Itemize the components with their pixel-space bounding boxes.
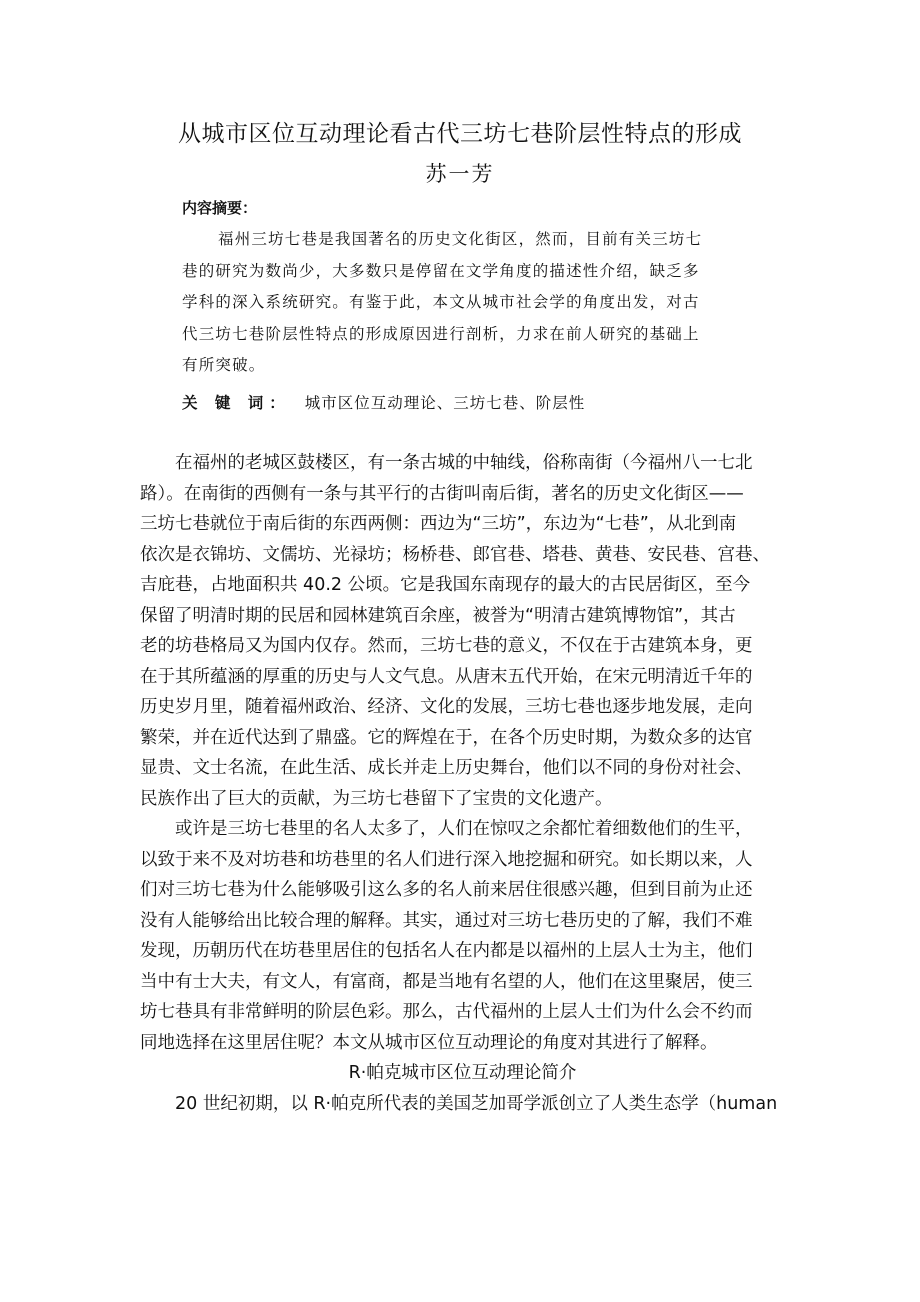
- body-line: 或许是三坊七巷里的名人太多了，人们在惊叹之余都忙着细数他们的生平，: [175, 819, 753, 839]
- abstract-label: 内容摘要：: [182, 199, 258, 217]
- body-line: 保留了明清时期的民居和园林建筑百余座，被誉为“明清古建筑博物馆”，其古: [140, 605, 736, 626]
- body-text: [140, 448, 785, 1119]
- body-line: 在于其所蕴涵的厚重的历史与人文气息。从唐末五代开始，在宋元明清近千年的: [140, 666, 753, 687]
- body-line: 坊七巷具有非常鲜明的阶层色彩。那么，古代福州的上层人士们为什么会不约而: [140, 1002, 753, 1022]
- body-line: 显贵、文士名流，在此生活、成长并走上历史舞台，他们以不同的身份对社会、: [140, 758, 753, 778]
- body-line: 吉庇巷，占地面积共 40.2 公顷。它是我国东南现存的最大的古民居街区，至今: [140, 575, 751, 595]
- author-name: 苏一芳: [425, 162, 495, 186]
- abstract-line: 代三坊七巷阶层性特点的形成原因进行剖析，力求在前人研究的基础上: [182, 324, 700, 343]
- body-line: 在福州的老城区鼓楼区，有一条古城的中轴线，俗称南街（今福州八一七北: [175, 453, 753, 473]
- body-line: 三坊七巷就位于南后街的东西两侧：西边为“三坊”，东边为“七巷”，从北到南: [140, 514, 737, 534]
- body-line: 同地选择在这里居住呢？本文从城市区位互动理论的角度对其进行了解释。: [140, 1032, 718, 1053]
- keywords-value: 城市区位互动理论、三坊七巷、阶层性: [304, 394, 586, 412]
- body-line: 老的坊巷格局又为国内仅存。然而，三坊七巷的意义，不仅在于古建筑本身，更: [140, 636, 753, 656]
- abstract-text: [182, 224, 756, 382]
- abstract-line: 有所突破。: [182, 356, 266, 374]
- body-line: 没有人能够给出比较合理的解释。其实，通过对三坊七巷历史的了解，我们不难: [140, 910, 753, 931]
- document-title: 从城市区位互动理论看古代三坊七巷阶层性特点的形成: [178, 121, 742, 147]
- body-line: 民族作出了巨大的贡献，为三坊七巷留下了宝贵的文化遗产。: [140, 788, 613, 809]
- abstract-line: 学科的深入系统研究。有鉴于此，本文从城市社会学的角度出发，对古: [182, 293, 700, 311]
- body-line: 历史岁月里，随着福州政治、经济、文化的发展，三坊七巷也逐步地发展，走向: [140, 697, 753, 717]
- section-heading: R·帕克城市区位互动理论简介: [348, 1063, 577, 1083]
- body-line: 依次是衣锦坊、文儒坊、光禄坊；杨桥巷、郎官巷、塔巷、黄巷、安民巷、宫巷、: [140, 544, 770, 565]
- body-line: 繁荣，并在近代达到了鼎盛。它的辉煌在于，在各个历史时期，为数众多的达官: [140, 727, 753, 748]
- body-line: 发现，历朝历代在坊巷里居住的包括名人在内都是以福州的上层人士为主，他们: [140, 941, 753, 961]
- abstract-line: 巷的研究为数尚少，大多数只是停留在文学角度的描述性介绍，缺乏多: [182, 261, 700, 280]
- body-line: 们对三坊七巷为什么能够吸引这么多的名人前来居住很感兴趣，但到目前为止还: [140, 880, 753, 900]
- abstract-line: 福州三坊七巷是我国著名的历史文化街区，然而，目前有关三坊七: [218, 230, 703, 248]
- keywords-row: [182, 390, 585, 416]
- body-line: 当中有士大夫，有文人，有富商，都是当地有名望的人，他们在这里聚居，使三: [140, 971, 753, 992]
- body-line: 20 世纪初期，以 R·帕克所代表的美国芝加哥学派创立了人类生态学（human: [175, 1093, 778, 1114]
- body-line: 路）。在南街的西侧有一条与其平行的古街叫南后街，著名的历史文化街区——: [140, 483, 744, 504]
- keywords-label: 关 键 词：: [182, 394, 291, 412]
- body-line: 以致于来不及对坊巷和坊巷里的名人们进行深入地挖掘和研究。如长期以来，人: [140, 849, 753, 870]
